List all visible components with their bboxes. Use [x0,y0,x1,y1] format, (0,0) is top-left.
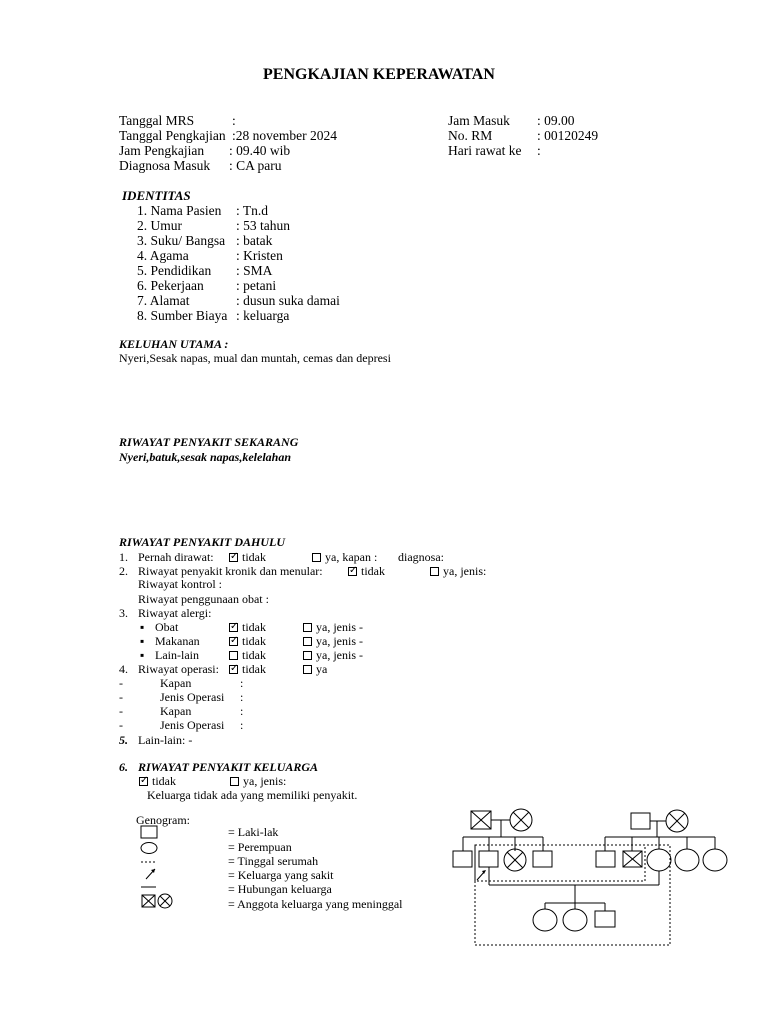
uncle-icon [453,851,472,867]
identitas-label: 2. Umur [137,218,182,233]
checked-checkbox-icon[interactable] [229,665,238,674]
identitas-value: : keluarga [236,308,290,323]
bullet-icon: ▪ [140,648,145,662]
keluarga-ya-label: ya, jenis: [243,774,287,788]
male-symbol-icon [141,826,157,838]
identitas-value: : dusun suka damai [236,293,340,308]
identitas-value: : SMA [236,263,273,278]
diagnosa-label: Diagnosa Masuk [119,158,211,173]
tanggal-pengkajian-value: :28 november 2024 [232,128,337,143]
q2-number: 2. [119,564,128,578]
q5-number: 5. [119,733,128,747]
identitas-value: : batak [236,233,273,248]
tanggal-pengkajian-label: Tanggal Pengkajian [119,128,226,143]
q6-number: 6. [119,760,128,774]
riwayat-obat-label: Riwayat penggunaan obat : [138,592,269,606]
household-boundary-inner [475,845,645,881]
child-female-icon [533,909,557,931]
operasi-label: Kapan [160,676,192,690]
bullet-icon: ▪ [140,620,145,634]
keluhan-heading: KELUHAN UTAMA : [119,337,229,351]
identitas-label: 4. Agama [137,248,189,263]
legend-sakit: = Keluarga yang sakit [228,868,334,882]
sekarang-text: Nyeri,batuk,sesak napas,kelelahan [119,450,292,464]
operasi-colon: : [240,690,244,704]
mother-icon [647,849,671,871]
alergi-ya-option[interactable] [303,648,363,662]
child-female-icon [563,909,587,931]
sekarang-heading: RIWAYAT PENYAKIT SEKARANG [119,435,299,449]
legend-female: = Perempuan [228,840,292,854]
no-rm-label: No. RM [448,128,493,143]
diagnosa-value: : CA paru [229,158,282,173]
q1-number: 1. [119,550,128,564]
jam-masuk-label: Jam Masuk [448,113,510,128]
q1-diagnosa-label: diagnosa: [398,550,444,564]
operasi-dash: - [119,690,123,704]
q2-ya-option[interactable] [430,564,486,578]
operasi-label: Jenis Operasi [160,718,225,732]
operasi-dash: - [119,718,123,732]
q4-tidak-option[interactable] [229,662,266,676]
operasi-colon: : [240,718,244,732]
alergi-tidak-label: tidak [242,620,266,634]
alergi-ya-option[interactable] [303,634,363,648]
alergi-tidak-option[interactable] [229,648,266,662]
dahulu-heading: RIWAYAT PENYAKIT DAHULU [119,535,286,549]
checkbox-icon[interactable] [229,651,238,660]
aunt-icon [703,849,727,871]
jam-pengkajian-label: Jam Pengkajian [119,143,205,158]
keluarga-heading: RIWAYAT PENYAKIT KELUARGA [138,760,319,774]
identitas-label: 8. Sumber Biaya [137,308,228,323]
hari-rawat-value: : [537,143,541,158]
checked-checkbox-icon[interactable] [139,777,148,786]
q2-tidak-option[interactable] [348,564,385,578]
identitas-value: : petani [236,278,277,293]
checkbox-icon[interactable] [303,665,312,674]
keluarga-text: Keluarga tidak ada yang memiliki penyakit. [147,788,358,802]
identitas-label: 3. Suku/ Bangsa [137,233,226,248]
identitas-value: : Tn.d [236,203,269,218]
genogram-diagram [445,803,745,953]
identitas-label: 7. Alamat [137,293,190,308]
q1-label: Pernah dirawat: [138,550,214,564]
identitas-label: 5. Pendidikan [137,263,212,278]
identitas-label: 6. Pekerjaan [137,278,204,293]
uncle-icon [533,851,552,867]
keluhan-text: Nyeri,Sesak napas, mual dan muntah, cemas dan depresi [119,351,391,365]
legend-serumah: = Tinggal serumah [228,854,319,868]
alergi-tidak-label: tidak [242,648,266,662]
alergi-ya-label: ya, jenis - [316,634,363,648]
alergi-tidak-label: tidak [242,634,266,648]
q1-tidak-label: tidak [242,550,266,564]
operasi-label: Jenis Operasi [160,690,225,704]
alergi-ya-label: ya, jenis - [316,620,363,634]
checked-checkbox-icon[interactable] [229,623,238,632]
keluarga-tidak-option[interactable] [139,774,176,788]
operasi-colon: : [240,676,244,690]
identitas-value: : Kristen [236,248,283,263]
checkbox-icon[interactable] [303,637,312,646]
q1-ya-option[interactable] [312,550,377,564]
legend-meninggal: = Anggota keluarga yang meninggal [228,897,403,911]
father-icon [479,851,498,867]
tanggal-mrs-value: : [232,113,236,128]
keluarga-ya-option[interactable] [230,774,286,788]
operasi-colon: : [240,704,244,718]
jam-pengkajian-value: : 09.40 wib [229,143,291,158]
bullet-icon: ▪ [140,634,145,648]
alergi-ya-label: ya, jenis - [316,648,363,662]
patient-son-icon [595,911,615,927]
checkbox-icon[interactable] [303,623,312,632]
grandfather-icon [631,813,650,829]
jam-masuk-value: : 09.00 [537,113,575,128]
q3-number: 3. [119,606,128,620]
checked-checkbox-icon[interactable] [229,637,238,646]
alergi-tidak-option[interactable] [229,634,266,648]
legend-male: = Laki-lak [228,825,279,839]
q4-tidak-label: tidak [242,662,266,676]
operasi-label: Kapan [160,704,192,718]
q5-label: Lain-lain: - [138,733,193,747]
legend-symbols [138,822,198,912]
checkbox-icon[interactable] [430,567,439,576]
no-rm-value: : 00120249 [537,128,599,143]
q1-tidak-option[interactable] [229,550,266,564]
q2-label: Riwayat penyakit kronik dan menular: [138,564,323,578]
checkbox-icon[interactable] [230,777,239,786]
checked-checkbox-icon[interactable] [229,553,238,562]
alergi-label: Makanan [155,634,200,648]
checked-checkbox-icon[interactable] [348,567,357,576]
identitas-label: 1. Nama Pasien [137,203,222,218]
genogram-heading: Genogram: [136,813,190,827]
identitas-heading: IDENTITAS [122,188,191,203]
q4-label: Riwayat operasi: [138,662,219,676]
alergi-label: Obat [155,620,179,634]
keluarga-tidak-label: tidak [152,774,176,788]
uncle-icon [596,851,615,867]
checkbox-icon[interactable] [303,651,312,660]
q1-ya-label: ya, kapan : [325,550,378,564]
q4-number: 4. [119,662,128,676]
hari-rawat-label: Hari rawat ke [448,143,522,158]
alergi-tidak-option[interactable] [229,620,266,634]
q4-ya-label: ya [316,662,328,676]
operasi-dash: - [119,704,123,718]
riwayat-kontrol-label: Riwayat kontrol : [138,577,222,591]
q2-tidak-label: tidak [361,564,385,578]
legend-hubungan: = Hubungan keluarga [228,882,332,896]
aunt-icon [675,849,699,871]
alergi-ya-option[interactable] [303,620,363,634]
alergi-label: Lain-lain [155,648,199,662]
operasi-dash: - [119,676,123,690]
q3-label: Riwayat alergi: [138,606,212,620]
tanggal-mrs-label: Tanggal MRS [119,113,195,128]
checkbox-icon[interactable] [312,553,321,562]
q4-ya-option[interactable] [303,662,327,676]
female-symbol-icon [141,843,157,854]
identitas-value: : 53 tahun [236,218,290,233]
page-title: PENGKAJIAN KEPERAWATAN [263,66,495,83]
q2-ya-label: ya, jenis: [443,564,487,578]
